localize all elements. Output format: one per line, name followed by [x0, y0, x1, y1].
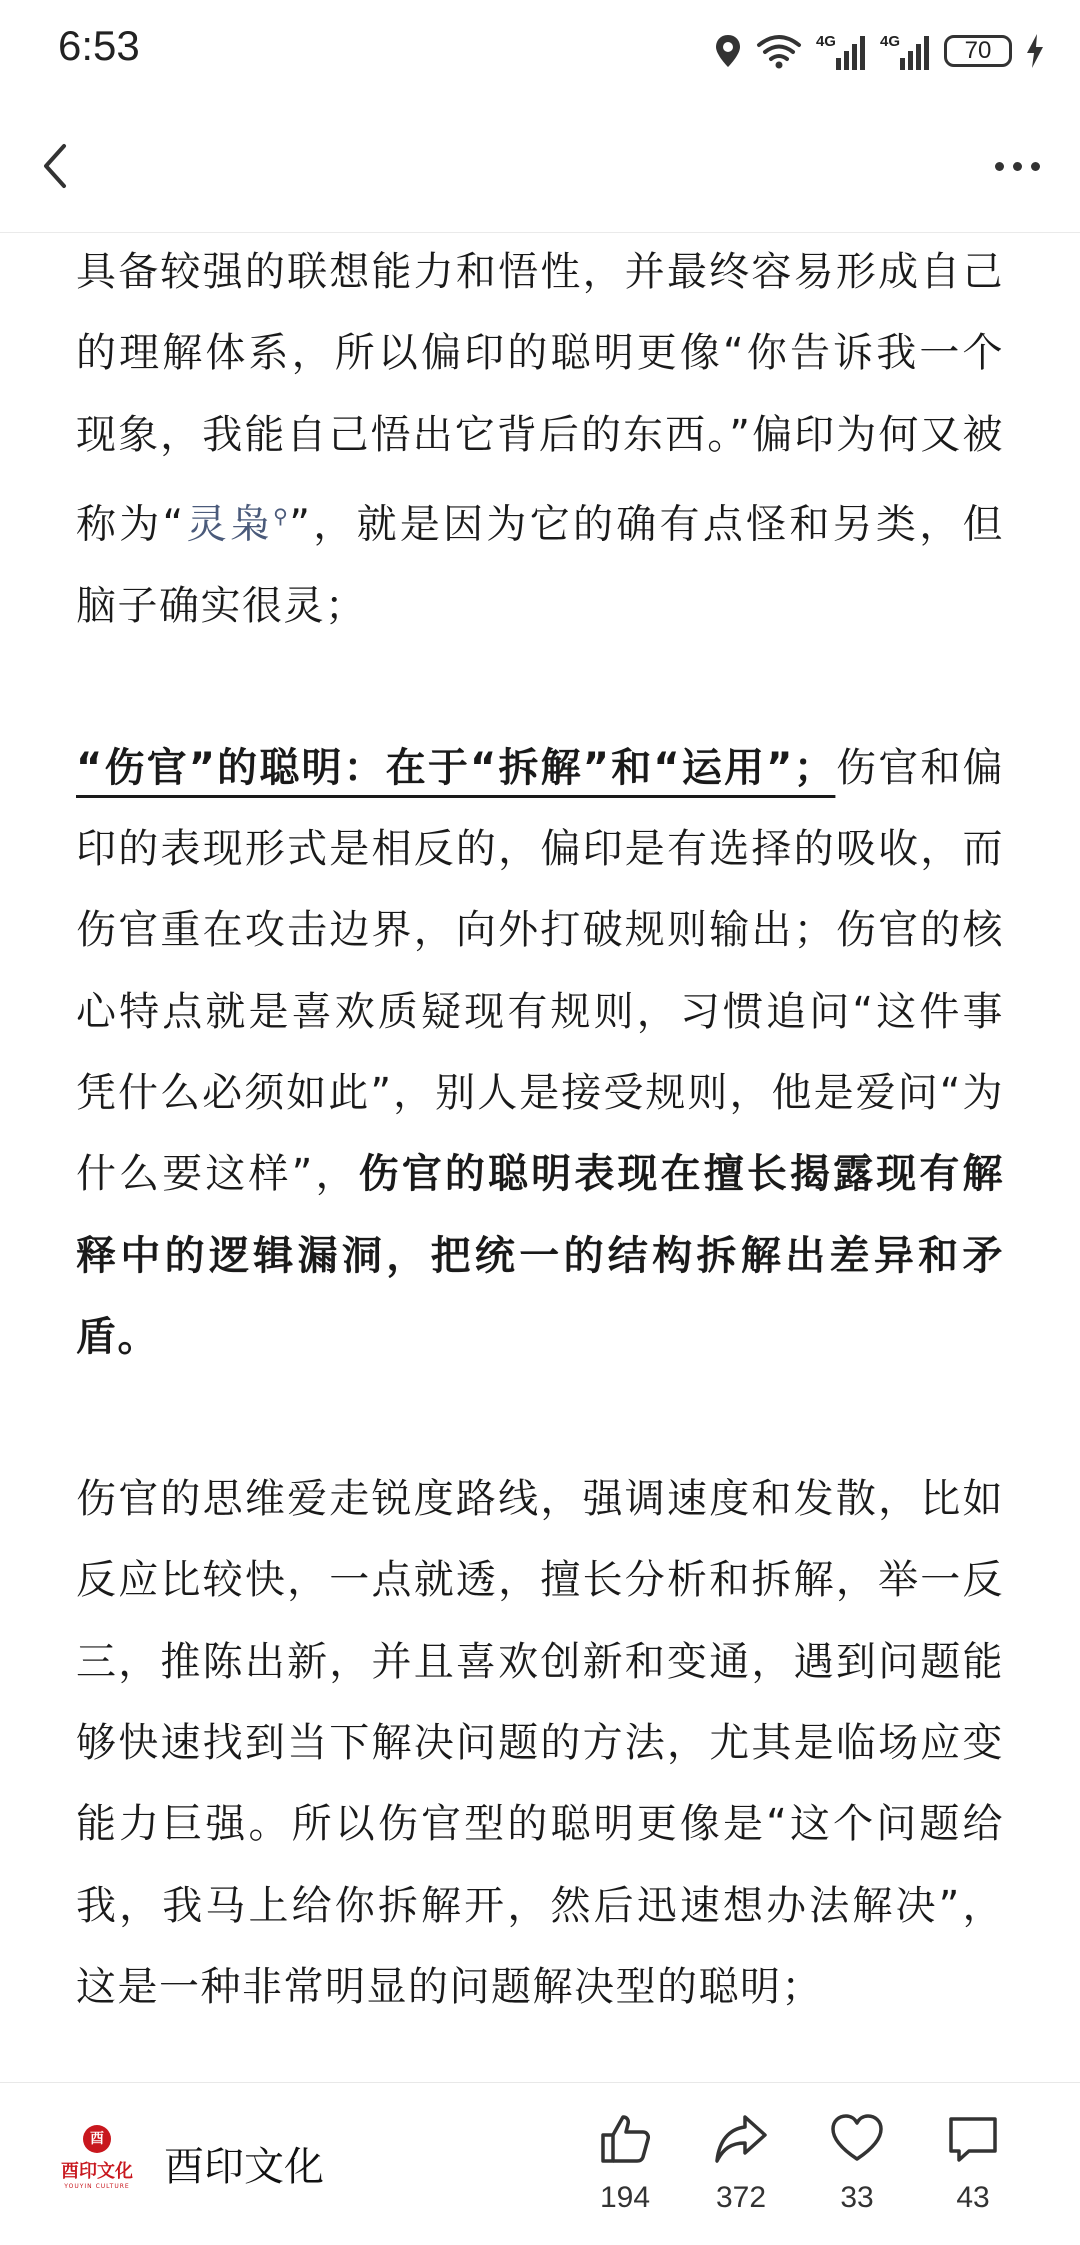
logo-text: 酉印文化: [61, 2161, 133, 2182]
signal-bars-icon: [836, 36, 866, 70]
status-icons: [714, 26, 1044, 76]
search-icon[interactable]: ⚲: [273, 503, 290, 528]
signal-bars-icon: [900, 36, 930, 70]
location-icon: [714, 33, 742, 69]
charging-icon: [1026, 34, 1044, 68]
share-icon: [713, 2111, 769, 2167]
wifi-icon: [756, 33, 802, 69]
account-name[interactable]: 酉印文化: [164, 2144, 324, 2190]
top-nav-bar: [0, 100, 1080, 233]
favorite-count: 33: [840, 2181, 874, 2214]
battery-indicator: 70: [944, 35, 1012, 67]
keyword-link[interactable]: 灵枭: [184, 501, 274, 548]
signal-4g-2: 4G: [880, 33, 930, 70]
comment-button[interactable]: [918, 2111, 1028, 2215]
logo-badge: 酉: [83, 2125, 111, 2153]
chevron-left-icon: [28, 136, 88, 196]
article-body: [76, 232, 1004, 2082]
section-heading: “伤官”的聪明：在于“拆解”和“运用”；: [76, 744, 836, 791]
more-button[interactable]: [982, 136, 1052, 196]
comment-icon: [945, 2111, 1001, 2167]
thumbs-up-icon: [597, 2111, 653, 2167]
bottom-action-bar: [0, 2082, 1080, 2245]
status-time: 6:53: [58, 22, 140, 69]
favorite-button[interactable]: [802, 2111, 912, 2215]
share-button[interactable]: [686, 2111, 796, 2215]
like-count: 194: [599, 2181, 651, 2214]
logo-subtext: YOUYIN CULTURE: [64, 2183, 130, 2190]
heart-icon: [829, 2111, 885, 2167]
article-paragraph-2: “伤官”的聪明：在于“拆解”和“运用”；伤官和偏印的表现形式是相反的，偏印是有选择的吸收，而伤官重在攻击边界，向外打破规则输出；伤官的核心特点就是喜欢质疑现有规则，习惯追问“这件事凭什么必须如此”，别人是接受规则，他是爱问“为什么要这样”，伤官的聪明表现在擅长揭露现有解释中的逻辑漏洞，把统一的结构拆解出差异和矛盾。: [76, 744, 1004, 1360]
status-bar: [0, 0, 1080, 100]
like-button[interactable]: [570, 2111, 680, 2215]
article-paragraph-3: 伤官的思维爱走锐度路线，强调速度和发散，比如反应比较快，一点就透，擅长分析和拆解，举一反三，推陈出新，并且喜欢创新和变通，遇到问题能够快速找到当下解决问题的方法，尤其是临场应变能力巨强。所以伤官型的聪明更像是“这个问题给我，我马上给你拆解开，然后迅速想办法解决”，这是一种非常明显的问题解决型的聪明；: [76, 1476, 1004, 2010]
more-horizontal-icon: [995, 162, 1004, 171]
account-logo[interactable]: [56, 2125, 138, 2207]
signal-4g-1: 4G: [816, 33, 866, 70]
emphasis-text: 伤官的聪明表现在擅长揭露现有解释中的逻辑漏洞，把统一的结构拆解出差异和矛盾。: [76, 1151, 1004, 1360]
share-count: 372: [715, 2181, 767, 2214]
comment-count: 43: [956, 2181, 990, 2214]
back-button[interactable]: [28, 136, 88, 196]
article-paragraph-1: 具备较强的联想能力和悟性，并最终容易形成自己的理解体系，所以偏印的聪明更像“你告诉我一个现象，我能自己悟出它背后的东西。”偏印为何又被称为“灵枭⚲”，就是因为它的确有点怪和另类，但脑子确实很灵；: [76, 249, 1004, 629]
